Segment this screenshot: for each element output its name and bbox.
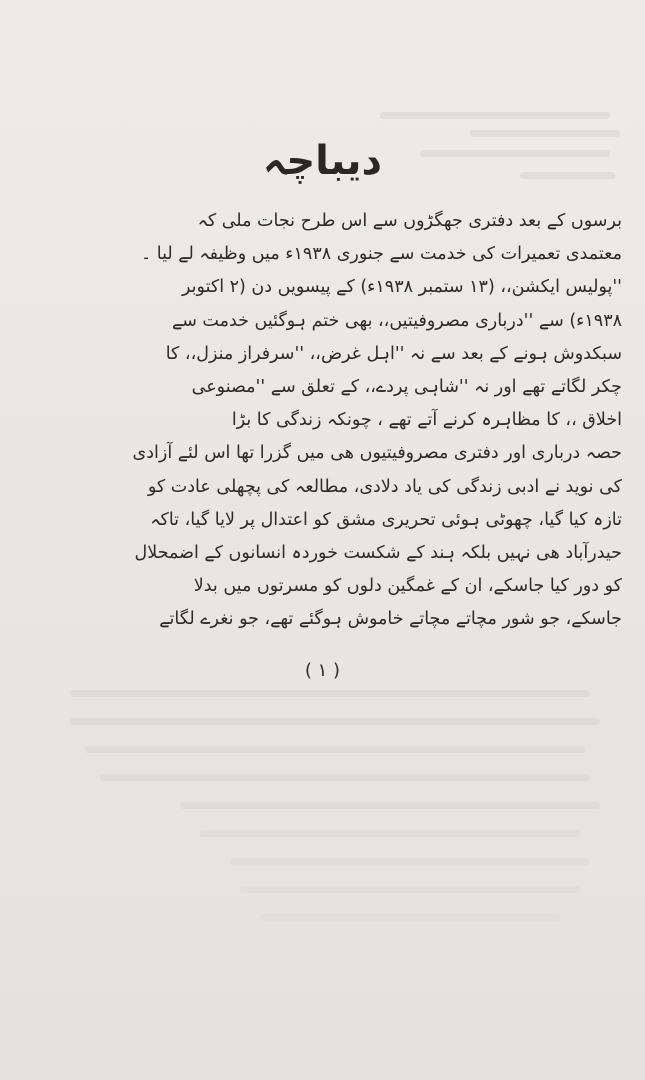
text-line: چکر لگاتے تھے اور نہ ''شاہی پردے،، کے تعلق سے ''مصنوعی	[191, 377, 622, 398]
text-line: ۱۹۳۸ء) سے ''درباری مصروفیتیں،، بھی ختم ہوگئیں خدمت سے	[171, 310, 622, 331]
page-number: ( ۱ )	[304, 660, 341, 681]
text-line: کو دور کیا جاسکے، ان کے غمگین دلوں کو مسرتوں میں بدلا	[193, 576, 622, 597]
text-line: اخلاق ،، کا مظاہرہ کرنے آتے تھے ، چونکہ زندگی کا بڑا	[231, 410, 622, 431]
page-title: دیباچہ	[262, 138, 383, 184]
text-line: حیدرآباد ھی نہیں بلکہ ہند کے شکست خوردہ انسانوں کے اضمحلال	[134, 543, 622, 564]
text-line: معتمدی تعمیرات کی خدمت سے جنوری ۱۹۳۸ء میں وظیفہ لے لیا ۔	[140, 244, 622, 265]
text-line: کی نوید نے ادبی زندگی کی یاد دلادی، مطالعہ کی پچھلی عادت کو	[147, 476, 622, 497]
text-line: ''پولیس ایکشن،، (۱۳ ستمبر ۱۹۳۸ء) کے پیسویں دن (۲ اکتوبر	[182, 277, 622, 298]
text-line: برسوں کے بعد دفتری جھگڑوں سے اس طرح نجات ملی کہ	[197, 211, 622, 231]
text-line: سبکدوش ہونے کے بعد سے نہ ''اہل غرض،، ''سرفراز منزل،، کا	[165, 343, 622, 364]
text-line: جاسکے، جو شور مچاتے مچاتے خاموش ہوگئے تھے، جو نغرے لگاتے	[159, 609, 622, 630]
text-line: حصہ درباری اور دفتری مصروفیتیوں ھی میں گزرا تھا اس لئے آزادی	[132, 443, 622, 464]
text-line: تازہ کیا گیا، چھوٹی ہوئی تحریری مشق کو اعتدال پر لایا گیا، تاکہ	[150, 509, 622, 530]
preface-paragraph	[88, 205, 622, 637]
